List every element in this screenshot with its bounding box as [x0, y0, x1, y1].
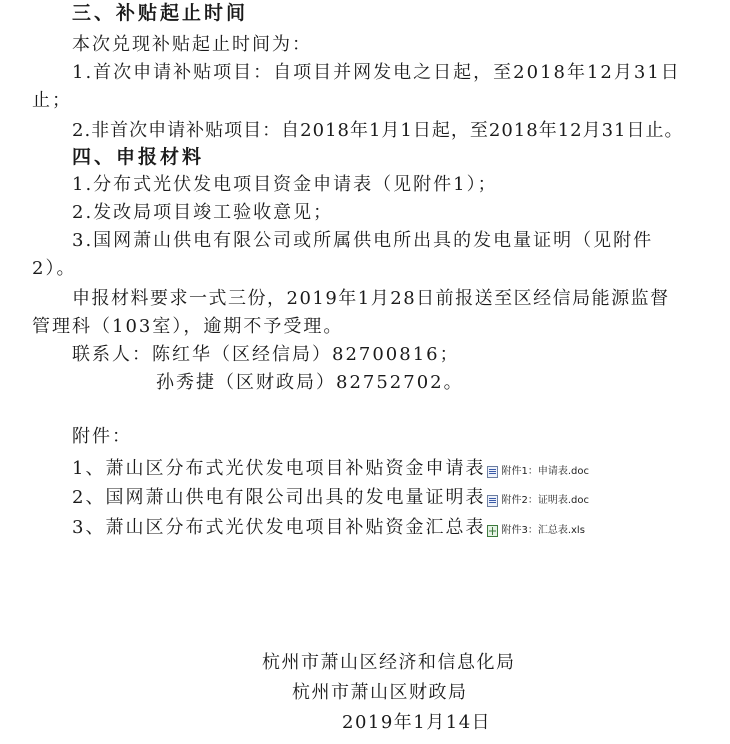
contact-person-2: 孙秀捷（区财政局）82752702。 [156, 372, 464, 393]
attachments-label: 附件： [72, 426, 132, 447]
attachment-file-link[interactable] [487, 520, 584, 542]
attachment-row-1 [72, 455, 589, 483]
attachment-file-link[interactable] [487, 490, 589, 512]
submission-requirement: 申报材料要求一式三份，2019年1月28日前报送至区经信局能源监督 [72, 288, 670, 309]
word-doc-icon [487, 466, 498, 478]
section-3-item-1-cont: 止； [32, 90, 72, 111]
excel-xls-icon [487, 525, 498, 537]
contact-person-1: 联系人：陈红华（区经信局）82700816； [72, 344, 460, 365]
section-3-intro: 本次兑现补贴起止时间为： [72, 34, 312, 55]
section-3-heading: 三、补贴起止时间 [72, 2, 249, 24]
attachment-file-link[interactable] [487, 461, 589, 483]
section-4-item-2: 2.发改局项目竣工验收意见； [72, 202, 334, 223]
attachment-row-2 [72, 484, 589, 512]
attachment-title: 3、萧山区分布式光伏发电项目补贴资金汇总表 [72, 517, 486, 538]
section-4-item-1: 1.分布式光伏发电项目资金申请表（见附件1）； [72, 174, 498, 195]
signature-date: 2019年1月14日 [342, 712, 492, 733]
section-3-item-1: 1.首次申请补贴项目：自项目并网发电之日起，至2018年12月31日 [72, 62, 681, 83]
attachment-file-name[interactable]: 附件1：申请表.doc [501, 466, 589, 477]
attachment-file-name[interactable]: 附件2：证明表.doc [501, 495, 589, 506]
section-4-item-3: 3.国网萧山供电有限公司或所属供电所出具的发电量证明（见附件 [72, 230, 654, 251]
section-3-item-2: 2.非首次申请补贴项目：自2018年1月1日起，至2018年12月31日止。 [72, 120, 684, 141]
section-4-item-3-cont: 2）。 [32, 258, 77, 279]
signature-org-1: 杭州市萧山区经济和信息化局 [262, 652, 516, 673]
signature-org-2: 杭州市萧山区财政局 [292, 682, 468, 703]
word-doc-icon [487, 495, 498, 507]
attachment-file-name[interactable]: 附件3：汇总表.xls [501, 525, 585, 536]
submission-requirement-cont: 管理科（103室），逾期不予受理。 [32, 316, 344, 337]
attachment-title: 2、国网萧山供电有限公司出具的发电量证明表 [72, 487, 486, 508]
attachment-title: 1、萧山区分布式光伏发电项目补贴资金申请表 [72, 458, 486, 479]
section-4-heading: 四、申报材料 [72, 146, 205, 168]
attachment-row-3 [72, 514, 585, 542]
